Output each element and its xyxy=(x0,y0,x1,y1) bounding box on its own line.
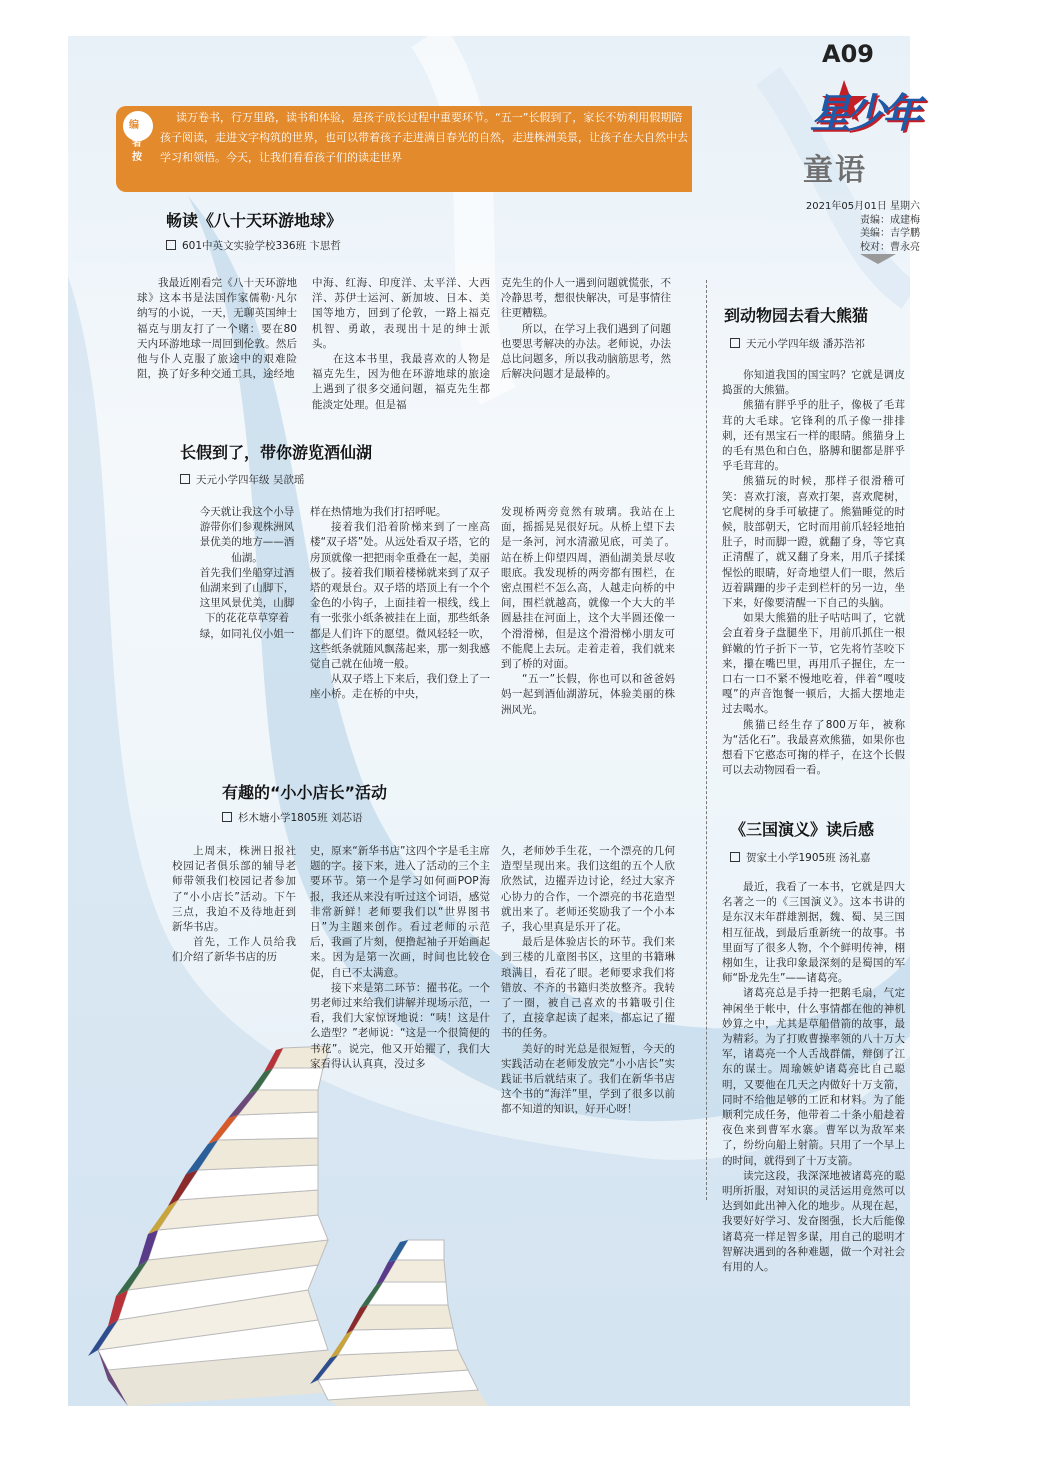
article-column xyxy=(501,276,671,382)
paragraph: 最后是体验店长的环节。我们来到三楼的儿童图书区，这里的书籍琳琅满目，看花了眼。老师要求我们将错放、不齐的书籍归类放整齐。我转了一圈，被自己喜欢的书籍吸引住了，直接拿起读了起来，都忘记了擢书的任务。 xyxy=(501,936,675,1040)
paragraph: 上周末，株洲日报社校园记者俱乐部的辅导老师带领我们校园记者参加了“小小店长”活动。下午三点，我迫不及待地赶到新华书店。 xyxy=(172,845,296,934)
masthead-logo: 星少年 xyxy=(810,91,918,137)
square-bullet-icon xyxy=(730,338,740,348)
byline-text: 杉木塘小学1805班 刘芯语 xyxy=(238,812,363,824)
paragraph: 所以，在学习上我们遇到了问题也要思考解决的办法。老师说，办法总比问题多，所以我动脑筋思考，然后解决问题才是最棒的。 xyxy=(501,322,671,381)
paragraph: 我最近刚看完《八十天环游地球》这本书是法国作家儒勒·凡尔纳写的小说，一天，无聊英国绅士福克与朋友打了一个赌：要在80天内环游地球一周回到伦敦。然后他与仆人克服了旅途中的艰难险阻，换了好多种交通工具，途经地 xyxy=(137,277,297,381)
article-byline xyxy=(180,472,304,487)
issue-date: 2021年05月01日 星期六 xyxy=(805,201,920,212)
article-column xyxy=(137,276,297,382)
article-column xyxy=(310,844,490,1072)
column-divider xyxy=(706,280,707,1200)
paragraph: 从双子塔上下来后，我们登上了一座小桥。走在桥的中央， xyxy=(310,673,490,701)
paragraph: 克先生的仆人一遇到问题就慌张，不冷静思考，想很快解决，可是事情往往更糟糕。 xyxy=(501,277,671,320)
books-illustration xyxy=(68,1020,488,1406)
article-title: 到动物园去看大熊猫 xyxy=(724,306,869,325)
paragraph: 首先，工作人员给我们介绍了新华书店的历 xyxy=(172,936,296,964)
paragraph: 发现桥两旁竟然有玻璃。我站在上面，摇摇晃晃很好玩。从桥上望下去是一条河，河水清澈见底，可美了。站在桥上仰望四周，酒仙湖美景尽收眼底。我发现桥的两旁都有围栏，在密点围栏不怎么高，人越走向桥的中间，围栏就越高，就像一个大大的半圆悬挂在河面上，这个大半圆还像一个滑滑梯，但是这个滑滑梯小朋友可不能爬上去玩。走着走着，我们就来到了桥的对面。 xyxy=(501,506,675,671)
paragraph: 如果大熊猫的肚子咕咕叫了，它就会直着身子盘腿坐下，用前爪抓住一根鲜嫩的竹子折下一节，它先将竹茎咬下来，攥在嘴巴里，再用爪子握住，左一口右一口不紧不慢地吃着，伴着“嘎吱嘎”的声音饱餐一顿后，大摇大摆地走过去喝水。 xyxy=(722,612,905,716)
article-title: 长假到了，带你游览酒仙湖 xyxy=(180,443,373,462)
paragraph: “五一”长假，你也可以和爸爸妈妈一起到酒仙湖游玩，体验美丽的株洲风光。 xyxy=(501,673,675,716)
chevron-down-icon xyxy=(860,254,896,264)
article-column xyxy=(172,844,296,966)
byline-text: 天元小学四年级 吴歆瑶 xyxy=(196,474,305,486)
article-column xyxy=(198,505,296,642)
paragraph: 接下来是第二环节：擢书花。一个男老师过来给我们讲解并现场示范，一看，我们大家惊讶地说：“咦！这是什么造型？”老师说：“这是一个很简便的书花”。说完，他又开始擢了，我们大家看得认认真真，没过多 xyxy=(310,981,490,1070)
badge-char-2: 者 xyxy=(132,138,142,149)
article-column xyxy=(501,844,675,1118)
article-column xyxy=(501,505,675,718)
square-bullet-icon xyxy=(222,812,232,822)
article-column xyxy=(722,368,905,778)
editor-credit: 责编：成建梅 xyxy=(860,214,920,226)
editor-note-text: 读万卷书，行万里路，读书和体验，是孩子成长过程中重要环节。“五一”长假到了，家长不妨利用假期陪孩子阅读，走进文字构筑的世界，也可以带着孩子走进满目春光的自然，走进株洲美景，让孩子在大自然中去学习和领悟。今天，让我们看看孩子们的读走世界 xyxy=(160,111,688,164)
byline-text: 601中英文实验学校336班 卞思哲 xyxy=(182,240,341,252)
article-byline xyxy=(730,850,871,865)
article-column xyxy=(310,505,490,703)
proofreader-credit: 校对：曹永亮 xyxy=(860,241,920,253)
article-byline xyxy=(730,336,865,351)
paragraph: 久，老师妙手生花，一个漂亮的几何造型呈现出来。我们这组的五个人欣欣然试，边擢弄边讨论，经过大家齐心协力的合作，一个漂亮的书花造型就出来了。老师还奖励我了一个小本子，我心里真是乐开了花。 xyxy=(501,845,675,934)
article-title: 《三国演义》读后感 xyxy=(730,820,875,839)
paragraph: 今天就让我这个小导游带你们参观株洲风景优美的地方——酒仙湖。 xyxy=(199,506,295,564)
badge-char-3: 按 xyxy=(132,152,142,163)
page-number: A09 xyxy=(822,40,874,68)
byline-text: 天元小学四年级 潘苏浩祁 xyxy=(746,338,865,350)
article-column xyxy=(312,276,490,413)
paragraph: 熊猫已经生存了800万年，被称为“活化石”。我最喜欢熊猫，如果你也想看下它憨态可掬的样子，在这个长假可以去动物园看一看。 xyxy=(722,718,905,777)
paragraph: 接着我们沿着阶梯来到了一座高楼“双子塔”处。从远处看双子塔，它的房顶就像一把把雨伞重叠在一起，美丽极了。接着我们顺着楼梯就来到了双子塔的观景台。双子塔的塔顶上有一个个金色的小钩子，上面挂着一根线，线上有一张张小纸条被挂在上面，那些纸条都是人们许下的愿望。微风轻轻一吹，这些纸条就随风飘荡起来，那一刻我感觉自己就在仙境一般。 xyxy=(310,521,490,671)
paragraph: 中海、红海、印度洋、太平洋、大西洋、苏伊士运河、新加坡、日本、美国等地方，回到了伦敦，一路上福克机智、勇敢，表现出十足的绅士派头。 xyxy=(312,277,490,350)
square-bullet-icon xyxy=(730,852,740,862)
paragraph: 诸葛亮总是手持一把鹅毛扇，气定神闲坐于帐中，什么事情都在他的神机妙算之中，尤其是草船借箭的故事，最为精彩。为了打败曹操率领的八十万大军，诸葛亮一个人舌战群儒，辩倒了江东的谋士。周瑜嫉妒诸葛亮比自己聪明，又要他在几天之内做好十万支箭，同时不给他足够的工匠和材料。为了能顺利完成任务，他带着二十条小船趁着夜色来到曹军水寨。曹军以为敌军来了，纷纷向船上射箭。只用了一个早上的时间，就得到了十万支箭。 xyxy=(722,987,905,1167)
badge-char-1: 编 xyxy=(129,120,139,131)
editor-note-badge xyxy=(120,108,156,168)
paragraph: 最近，我看了一本书，它就是四大名著之一的《三国演义》。这本书讲的是东汉末年群雄割据，魏、蜀、吴三国相互征战，到最后重新统一的故事。书里面写了很多人物，个个鲜明传神，栩栩如生，让我印象最深刻的是蜀国的军师“卧龙先生”——诸葛亮。 xyxy=(722,881,905,985)
article-title: 畅读《八十天环游地球》 xyxy=(166,211,343,230)
paragraph: 你知道我国的国宝吗？它就是调皮捣蛋的大熊猫。 xyxy=(722,369,905,397)
paragraph: 史，原来“新华书店”这四个字是毛主席题的字。接下来，进入了活动的三个主要环节。第一个是学习如何画POP海报，我还从来没有听过这个词语，感觉非常新鲜！老师要我们以“世界图书日”为主题来创作。看过老师的示范后，我画了片刻，便撸起袖子开始画起来。因为是第一次画，时间也比较仓促，自已不太满意。 xyxy=(310,845,490,979)
paragraph: 样在热情地为我们打招呼呢。 xyxy=(310,506,447,518)
byline-text: 贺家土小学1905班 汤礼嘉 xyxy=(746,852,871,864)
designer-credit: 美编：吉学鹏 xyxy=(860,228,920,239)
paragraph: 熊猫有胖乎乎的肚子，像极了毛茸茸的大毛球。它锋利的爪子像一排排刺，还有黑宝石一样的眼睛。熊猫身上的毛有黑色和白色，胳膊和腿都是胖乎乎毛茸茸的。 xyxy=(722,399,905,473)
paragraph: 美好的时光总是很短暂，今天的实践活动在老师发放完“小小店长”实践证书后就结束了。我们在新华书店这个书的“海洋”里，学到了很多以前都不知道的知识，好开心呀！ xyxy=(501,1042,675,1116)
paragraph: 读完这段，我深深地被诸葛亮的聪明所折服，对知识的灵活运用竟然可以达到如此出神入化的地步。从现在起，我要好好学习、发奋图强，长大后能像诸葛亮一样足智多谋，用自己的聪明才智解决遇到的各种难题，做一个对社会有用的人。 xyxy=(722,1169,905,1274)
article-byline xyxy=(222,810,363,825)
paragraph: 首先我们坐船穿过酒仙湖来到了山脚下，这里风景优美，山脚下的花花草草穿着绿，如同礼仪小姐一 xyxy=(199,566,295,640)
paragraph: 熊猫玩的时候，那样子很滑稽可笑：喜欢打滚，喜欢打架，喜欢爬树，它爬树的身手可敏捷了。熊猫睡觉的时候，肢部朝天，它时而用前爪轻轻地拍肚子，时而脚一蹬，就翻了身，等它真正清醒了，就又翻了身来，用爪子揉揉惺忪的眼睛，好奇地望人们一眼，然后迈着蹒跚的步子走到栏杆的另一边，坐下来，好像要清醒一下自己的头脑。 xyxy=(722,475,905,610)
article-title: 有趣的“小小店长”活动 xyxy=(222,783,388,802)
section-name: 童语 xyxy=(803,153,867,188)
square-bullet-icon xyxy=(180,474,190,484)
masthead-meta xyxy=(770,200,920,254)
article-byline xyxy=(166,238,341,253)
article-column xyxy=(722,880,905,1275)
square-bullet-icon xyxy=(166,240,176,250)
paragraph: 在这本书里，我最喜欢的人物是福克先生，因为他在环游地球的旅途上遇到了很多交通问题，福克先生都能淡定处理。但是福 xyxy=(312,353,490,411)
